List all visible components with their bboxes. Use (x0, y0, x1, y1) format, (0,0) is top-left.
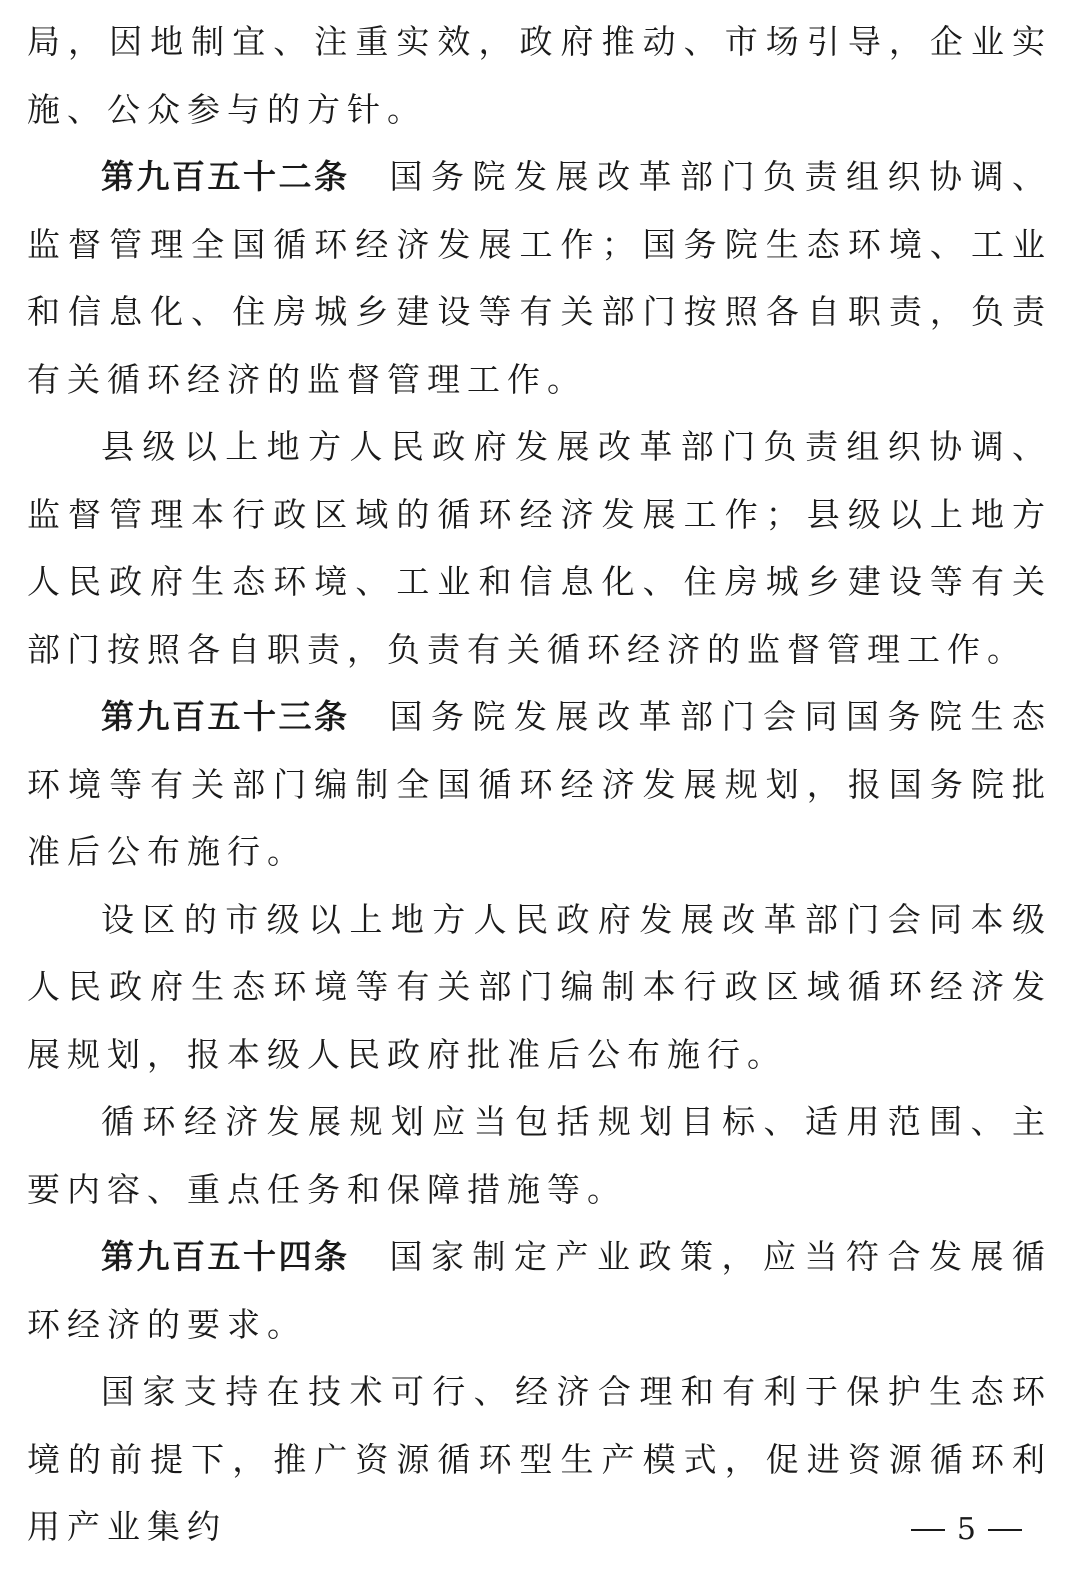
paragraph-text: 国务院发展改革部门会同国务院生态环境等有关部门编制全国循环经济发展规划，报国务院批准后公布施行。 (27, 697, 1052, 871)
paragraph (27, 143, 1052, 413)
paragraph (27, 886, 1052, 1089)
paragraph (27, 8, 1052, 143)
paragraph-text: 县级以上地方人民政府发展改革部门负责组织协调、监督管理本行政区域的循环经济发展工作；县级以上地方人民政府生态环境、工业和信息化、住房城乡建设等有关部门按照各自职责，负责有关循环经济的监督管理工作。 (27, 427, 1052, 669)
paragraph (27, 683, 1052, 886)
article-heading: 第九百五十二条 (101, 157, 350, 196)
document-page (27, 0, 1052, 1561)
paragraph-text: 局，因地制宜、注重实效，政府推动、市场引导，企业实施、公众参与的方针。 (27, 22, 1052, 129)
paragraph-text: 国家支持在技术可行、经济合理和有利于保护生态环境的前提下，推广资源循环型生产模式，促进资源循环利用产业集约 (27, 1372, 1052, 1546)
footer-dash-left (911, 1529, 945, 1531)
page-footer (911, 1512, 1022, 1547)
article-heading: 第九百五十四条 (101, 1237, 350, 1276)
footer-dash-right (988, 1529, 1022, 1531)
paragraph-text: 国务院发展改革部门负责组织协调、监督管理全国循环经济发展工作；国务院生态环境、工业和信息化、住房城乡建设等有关部门按照各自职责，负责有关循环经济的监督管理工作。 (27, 157, 1052, 399)
page-number: 5 (956, 1512, 976, 1547)
paragraph (27, 1088, 1052, 1223)
paragraph-text: 国家制定产业政策，应当符合发展循环经济的要求。 (27, 1237, 1052, 1344)
paragraph (27, 1223, 1052, 1358)
paragraph (27, 1358, 1052, 1561)
article-heading: 第九百五十三条 (101, 697, 350, 736)
paragraph-text: 设区的市级以上地方人民政府发展改革部门会同本级人民政府生态环境等有关部门编制本行政区域循环经济发展规划，报本级人民政府批准后公布施行。 (27, 899, 1052, 1074)
paragraph-text: 循环经济发展规划应当包括规划目标、适用范围、主要内容、重点任务和保障措施等。 (27, 1102, 1052, 1209)
paragraph (27, 413, 1052, 683)
